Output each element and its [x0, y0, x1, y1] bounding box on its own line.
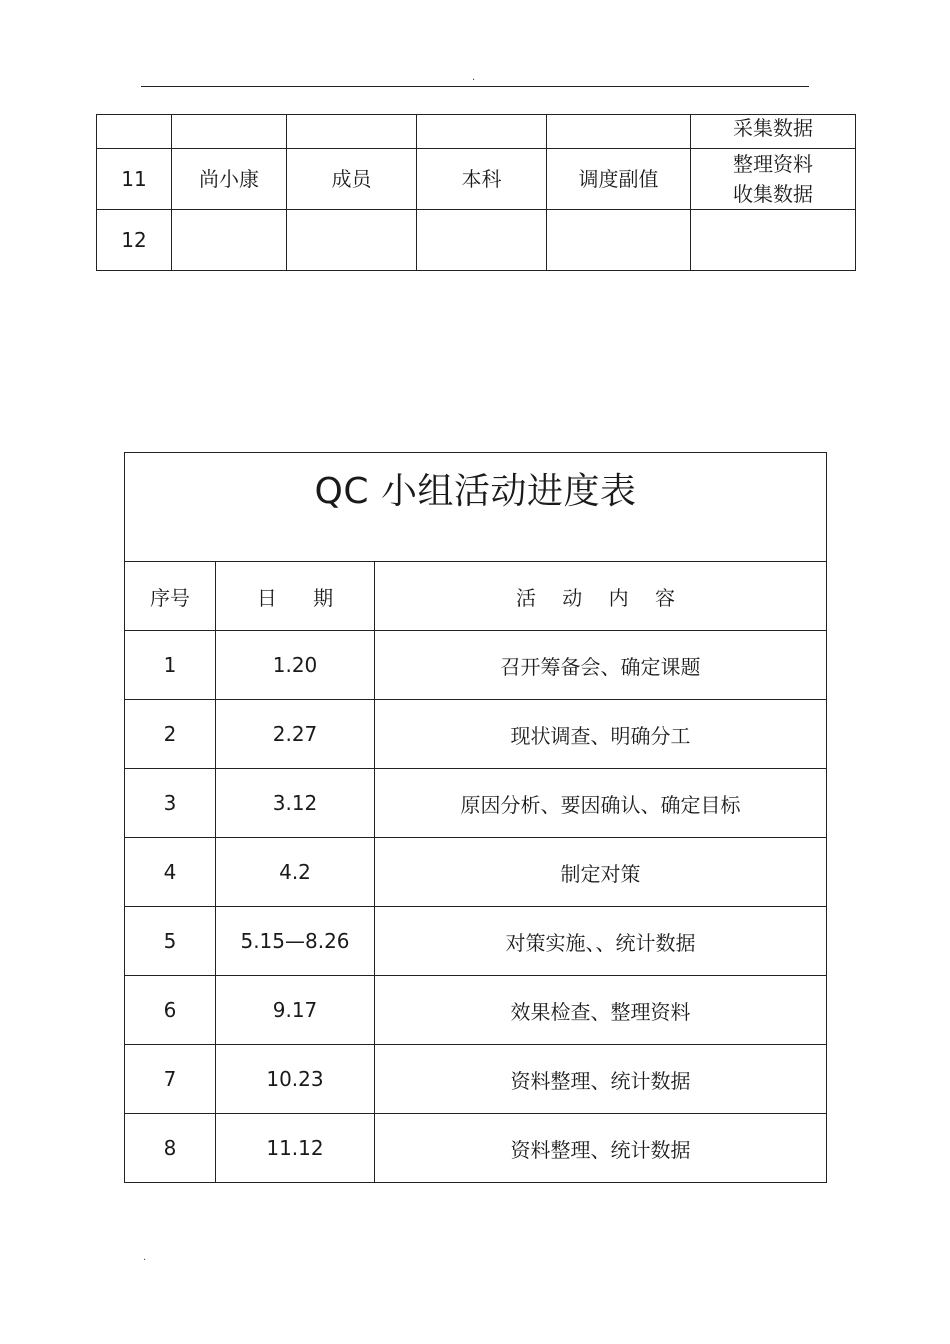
member-no: 12 — [97, 210, 172, 271]
duty-cell — [691, 210, 856, 271]
row-no: 4 — [125, 838, 216, 907]
member-position: 调度副值 — [547, 149, 691, 210]
footer-mark: . — [143, 1252, 147, 1263]
row-date: 2.27 — [216, 700, 375, 769]
row-content: 资料整理、统计数据 — [375, 1114, 827, 1183]
row-no: 1 — [125, 631, 216, 700]
header-content: 活 动 内 容 — [375, 562, 827, 631]
member-education — [417, 210, 547, 271]
table-title: QC 小组活动进度表 — [125, 453, 827, 562]
member-role: 成员 — [287, 149, 417, 210]
table-row — [97, 149, 856, 210]
duty-line: 收集数据 — [733, 182, 813, 206]
member-position — [547, 210, 691, 271]
duty-cell: 采集数据 — [691, 115, 856, 149]
table-row — [97, 115, 856, 149]
duty-line: 整理资料 — [733, 152, 813, 176]
row-content: 召开筹备会、确定课题 — [375, 631, 827, 700]
table-row — [125, 976, 827, 1045]
row-no: 8 — [125, 1114, 216, 1183]
member-name: 尚小康 — [172, 149, 287, 210]
table-row — [125, 1114, 827, 1183]
row-no: 5 — [125, 907, 216, 976]
table-row — [125, 907, 827, 976]
table-row — [125, 769, 827, 838]
table-row — [125, 631, 827, 700]
header-no: 序号 — [125, 562, 216, 631]
row-date: 11.12 — [216, 1114, 375, 1183]
row-date: 3.12 — [216, 769, 375, 838]
duty-cell — [691, 149, 856, 210]
row-no: 7 — [125, 1045, 216, 1114]
progress-table — [124, 452, 827, 1183]
header-mark: . — [472, 72, 476, 83]
member-no: 11 — [97, 149, 172, 210]
row-content: 资料整理、统计数据 — [375, 1045, 827, 1114]
row-content: 对策实施、、统计数据 — [375, 907, 827, 976]
row-no: 6 — [125, 976, 216, 1045]
table-row — [125, 700, 827, 769]
table-row — [97, 210, 856, 271]
row-no: 2 — [125, 700, 216, 769]
row-date: 4.2 — [216, 838, 375, 907]
table-header-row — [125, 562, 827, 631]
table-row — [125, 1045, 827, 1114]
header-rule — [141, 86, 809, 87]
member-education: 本科 — [417, 149, 547, 210]
row-content: 效果检查、整理资料 — [375, 976, 827, 1045]
row-content: 制定对策 — [375, 838, 827, 907]
member-role — [287, 210, 417, 271]
row-date: 9.17 — [216, 976, 375, 1045]
table-row — [125, 838, 827, 907]
members-table — [96, 114, 856, 271]
row-content: 现状调查、明确分工 — [375, 700, 827, 769]
member-name — [172, 210, 287, 271]
table-title-row — [125, 453, 827, 562]
row-content: 原因分析、要因确认、确定目标 — [375, 769, 827, 838]
row-date: 10.23 — [216, 1045, 375, 1114]
row-date: 5.15—8.26 — [216, 907, 375, 976]
header-date: 日 期 — [216, 562, 375, 631]
row-no: 3 — [125, 769, 216, 838]
row-date: 1.20 — [216, 631, 375, 700]
